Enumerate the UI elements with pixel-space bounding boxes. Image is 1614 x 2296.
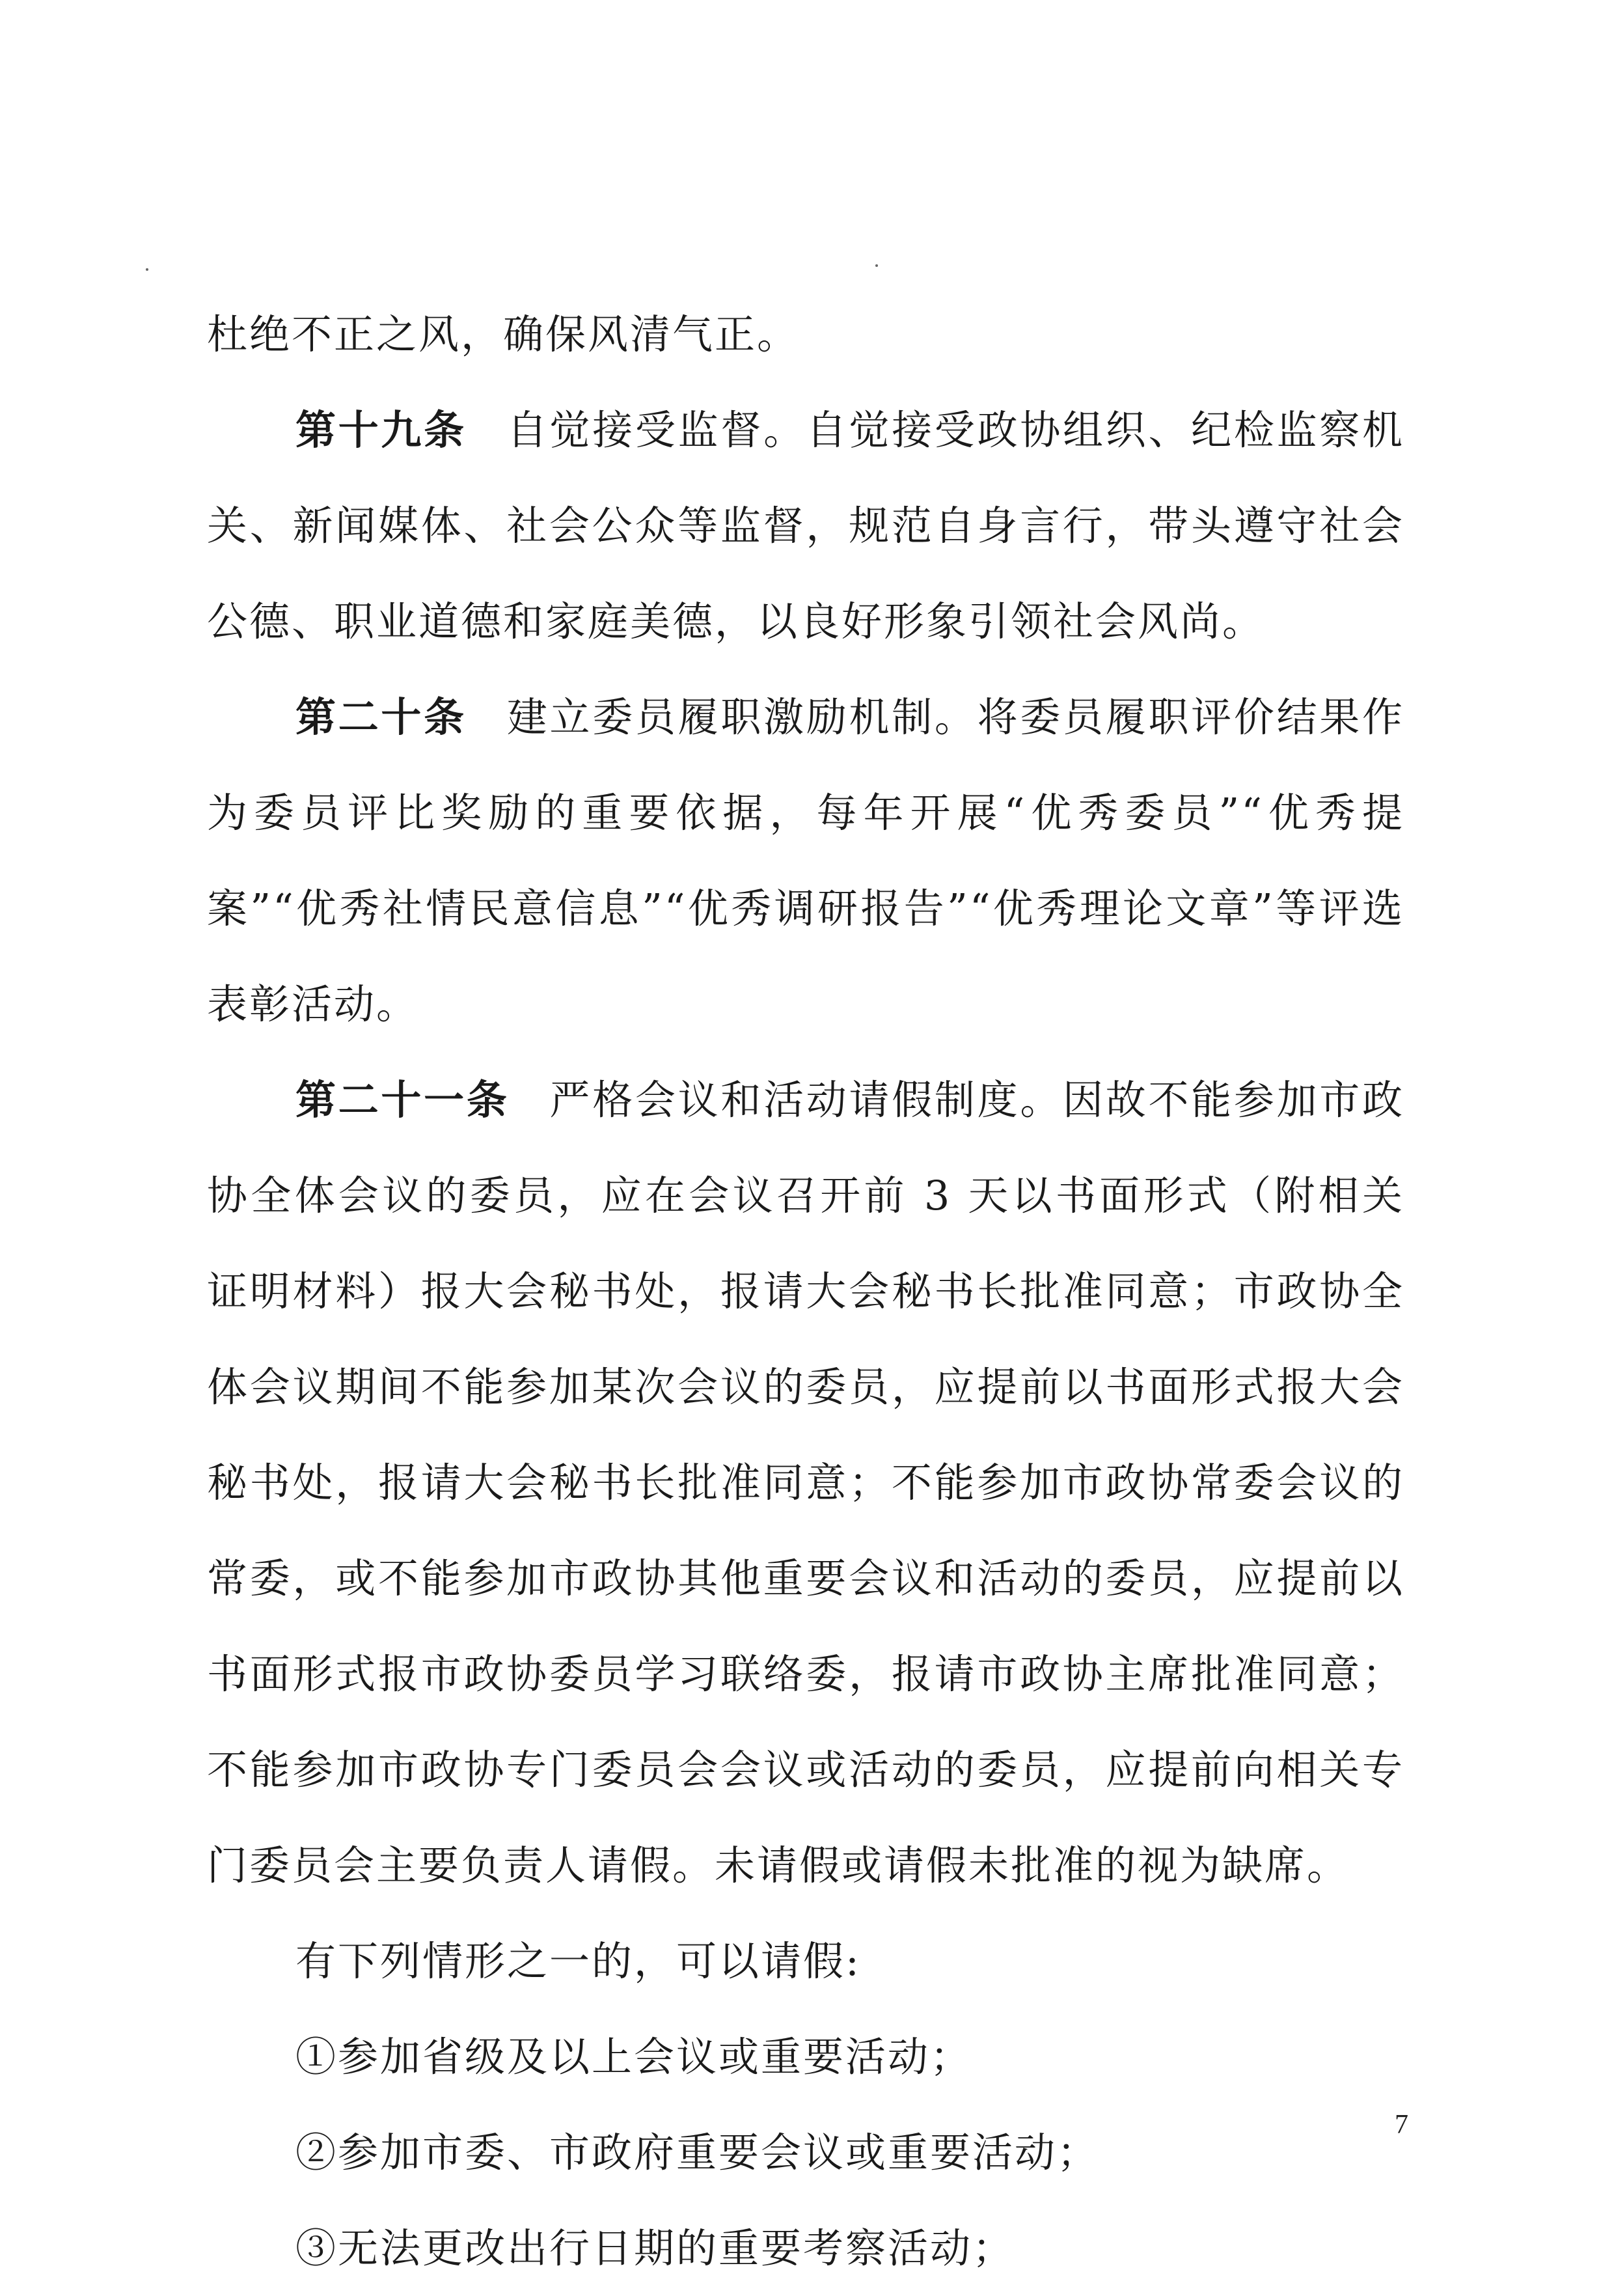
- scan-artifact-dot: [146, 268, 148, 271]
- article-19-text: 自觉接受监督。自觉接受政协组织、纪检监察机关、新闻媒体、社会公众等监督，规范自身言行，带头遵守社会公德、职业道德和家庭美德，以良好形象引领社会风尚。: [207, 406, 1404, 645]
- article-21-text: 严格会议和活动请假制度。因故不能参加市政协全体会议的委员，应在会议召开前 3 天以书面形式（附相关证明材料）报大会秘书处，报请大会秘书长批准同意；市政协全体会议期间不能参加某次会议的委员，应提前以书面形式报大会秘书处，报请大会秘书长批准同意；不能参加市政协常委会议的常委，或不能参加市政协其他重要会议和活动的委员，应提前以书面形式报市政协委员学习联络委，报请市政协主席批准同意；不能参加市政协专门委员会会议或活动的委员，应提前向相关专门委员会主要负责人请假。未请假或请假未批准的视为缺席。: [207, 1076, 1404, 1889]
- continuation-paragraph: 杜绝不正之风，确保风清气正。: [207, 311, 800, 358]
- article-19: [207, 382, 1404, 669]
- article-20-label: 第二十条: [295, 693, 467, 741]
- leave-item: ①参加省级及以上会议或重要活动；: [295, 2033, 973, 2081]
- scan-artifact-dot: [875, 264, 878, 267]
- leave-item: ③无法更改出行日期的重要考察活动；: [295, 2224, 1015, 2272]
- leave-item: ②参加市委、市政府重要会议或重要活动；: [295, 2129, 1100, 2176]
- article-20: [207, 669, 1404, 1052]
- document-body: [207, 286, 1404, 2296]
- page-number: 7: [1395, 2110, 1408, 2140]
- article-19-label: 第十九条: [295, 406, 467, 454]
- article-21: [207, 1052, 1404, 1913]
- article-21-label: 第二十一条: [295, 1076, 510, 1124]
- leave-intro: 有下列情形之一的，可以请假:: [295, 1937, 861, 1985]
- article-20-text: 建立委员履职激励机制。将委员履职评价结果作为委员评比奖励的重要依据，每年开展“优秀委员”“优秀提案”“优秀社情民意信息”“优秀调研报告”“优秀理论文章”等评选表彰活动。: [207, 693, 1404, 1028]
